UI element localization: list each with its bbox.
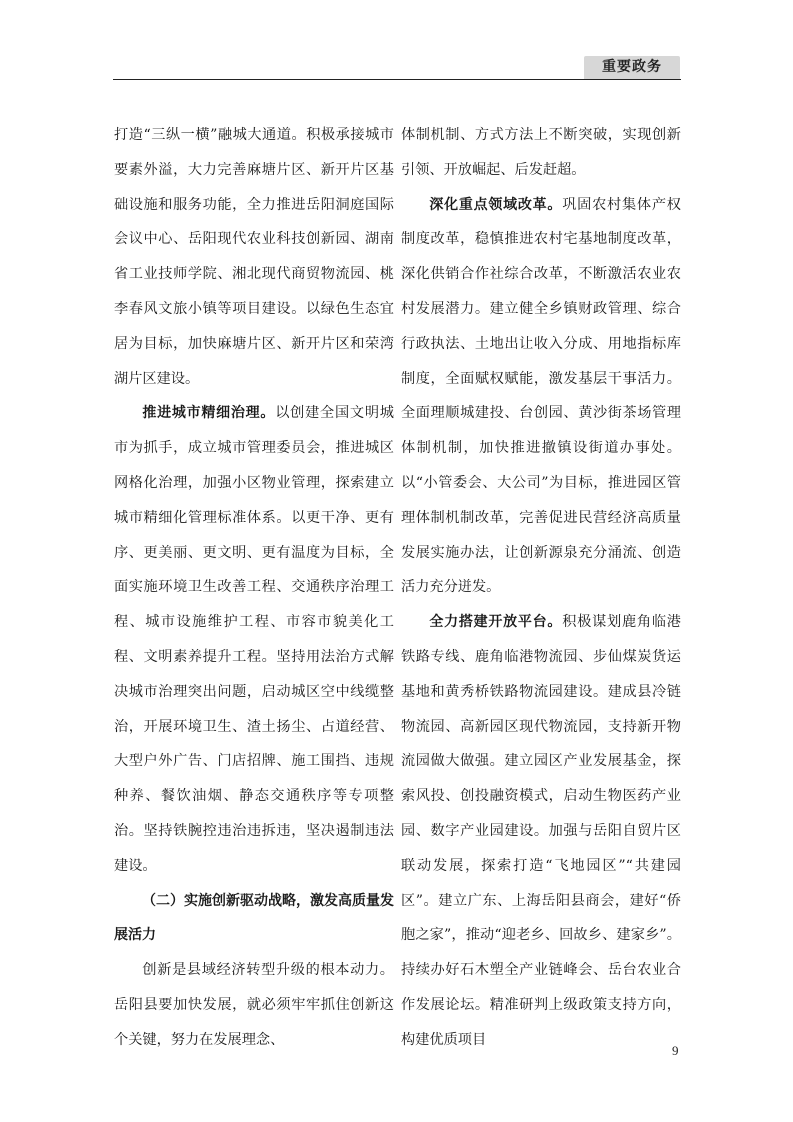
- paragraph-heading: 全力搭建开放平台。: [429, 614, 563, 631]
- paragraph: 创新是县域经济转型升级的根本动力。岳阳县要加快发展，就必须牢牢抓住创新这个关键，努力在发展理念、: [114, 962, 394, 1048]
- paragraph-body: 以创建全国文明城市为抓手，成立城市管理委员会，推进城区网格化治理，加强小区物业管理，探索建立城市精细化管理标准体系。以更干净、更有序、更美丽、更文明、更有温度为目标，全面实施环境卫生改善工程、交通秩序治理工程、城市设施维护工程、市容市貌美化工程、文明素养提升工程。坚持用法治方式解决城市治理突出问题，启动城区空中线缆整治，开展环境卫生、渣土扬尘、占道经营、大型户外广告、门店招牌、施工围挡、违规种养、餐饮油烟、静态交通秩序等专项整治。坚持铁腕控违治违拆违，坚决遏制违法建设。: [114, 405, 394, 874]
- section-tab: 重要政务: [584, 56, 680, 79]
- paragraph: 打造“三纵一横”融城大通道。积极承接城市要素外溢，大力完善麻塘片区、新开片区基础设施和服务功能，全力推进岳阳洞庭国际会议中心、岳阳现代农业科技创新园、湖南省工业技师学院、湘北现代商贸物流园、桃李春风文旅小镇等项目建设。以绿色生态宜居为目标，加快麻塘片区、新开片区和荣湾湖片区建设。: [114, 127, 394, 387]
- paragraph: 体制机制、方式方法上不断突破，实现创新引领、开放崛起、后发赶超。: [401, 127, 681, 178]
- section-title: （二）实施创新驱动战略，激发高质量发展活力: [114, 892, 394, 944]
- paragraph-body: 积极谋划鹿角临港铁路专线、鹿角临港物流园、步仙煤炭货运基地和黄秀桥铁路物流园建设。建成县冷链物流园、高新园区现代物流园，支持新开物流园做大做强。建立园区产业发展基金，探索风投、创投融资模式，启动生物医药产业园、数字产业园建设。加强与岳阳自贸片区联动发展，探索打造“飞地园区”“共建园区”。建立广东、上海岳阳县商会，建好“侨胞之家”，推动“迎老乡、回故乡、建家乡”。持续办好石木塑全产业链峰会、岳台农业合作发展论坛。精准研判上级政策支持方向，构建优质项目: [401, 614, 681, 1048]
- paragraph-heading: 深化重点领域改革。: [429, 196, 563, 213]
- paragraph-body: 巩固农村集体产权制度改革，稳慎推进农村宅基地制度改革，深化供销合作社综合改革，不断激活农业农村发展潜力。建立健全乡镇财政管理、综合行政执法、土地出让收入分成、用地指标库制度，全面赋权赋能，激发基层干事活力。全面理顺城建投、台创园、黄沙街茶场管理体制机制，加快推进撤镇设街道办事处。以“小管委会、大公司”为目标，推进园区管理体制机制改革，完善促进民营经济高质量发展实施办法，让创新源泉充分涌流、创造活力充分迸发。: [401, 196, 681, 596]
- paragraph-heading: 推进城市精细治理。: [142, 405, 276, 422]
- right-column: [401, 118, 681, 1058]
- paragraph: [401, 605, 681, 1057]
- paragraph: [114, 396, 394, 883]
- paragraph: [401, 188, 681, 606]
- page-number: 9: [672, 1043, 679, 1058]
- left-column: [114, 118, 394, 1058]
- header-rule: [113, 79, 681, 80]
